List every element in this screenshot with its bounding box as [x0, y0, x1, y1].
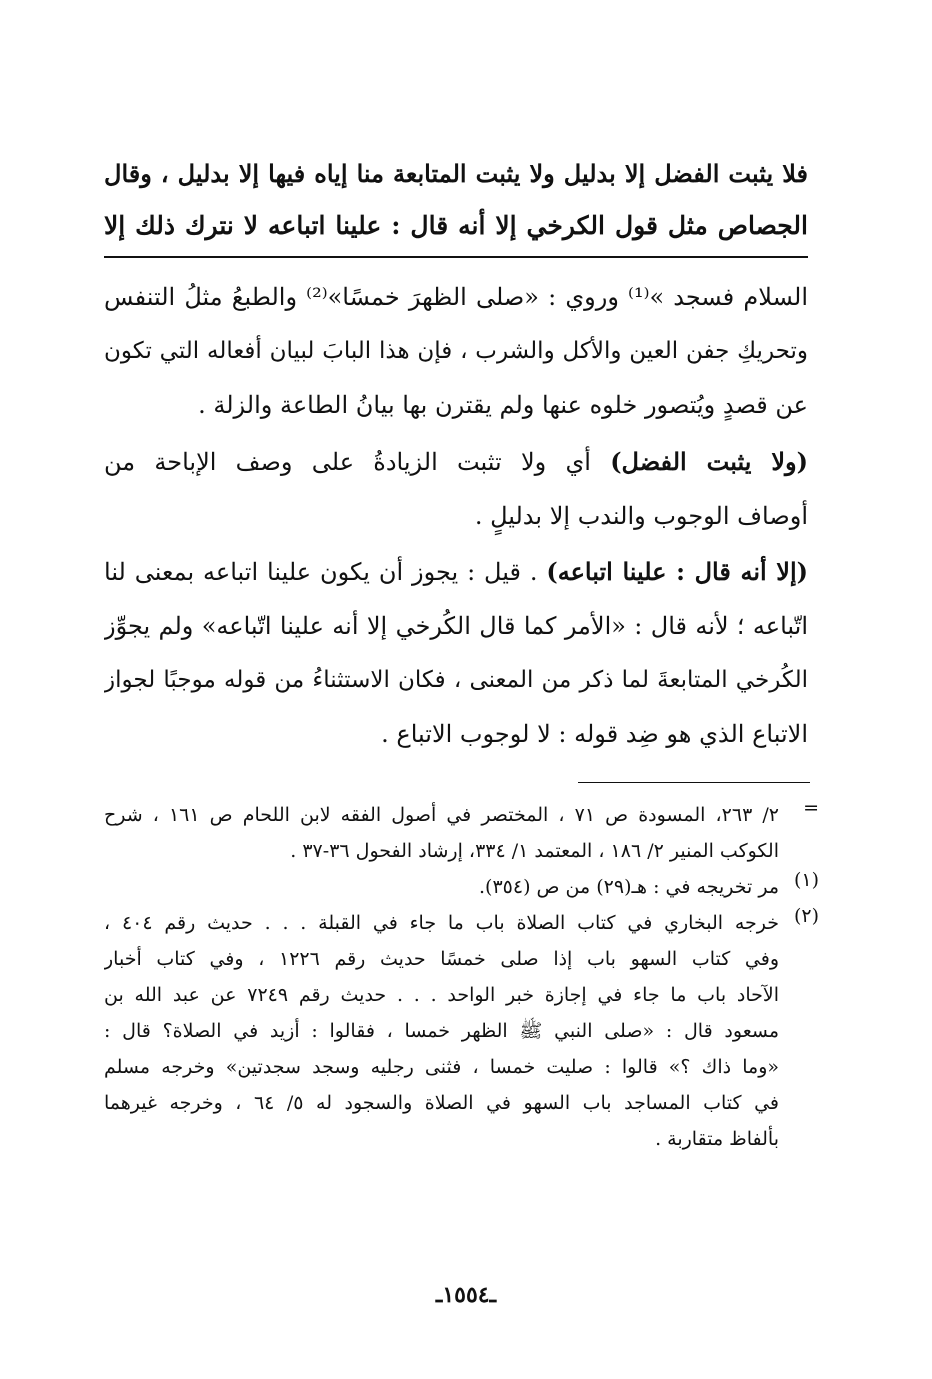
footnote-marker: (١) [793, 869, 819, 891]
commentary-line: الاتباع الذي هو ضِد قوله : لا لوجوب الاتباع . [381, 720, 808, 748]
commentary-line: أوصاف الوجوب والندب إلا بدليلٍ . [474, 502, 808, 530]
commentary-line [104, 435, 808, 489]
footnote-separator-rule [578, 782, 810, 783]
footnote-2 [104, 905, 819, 1157]
footnote-marker: (٢) [793, 905, 819, 927]
footnote-line: ٢/ ٢٦٣، المسودة ص ٧١ ، المختصر في أصول الفقه لابن اللحام ص ١٦١ ، شرح [104, 804, 779, 826]
page-number: ـ١٥٥٤ـ [435, 1282, 497, 1308]
commentary-line [104, 545, 808, 599]
footnote-line: في كتاب المساجد باب السهو في الصلاة والسجود له ٥/ ٦٤ ، وخرجه غيرهما [104, 1092, 779, 1114]
commentary-text: . قيل : يجوز أن يكون علينا اتباعه بمعنى لنا [104, 558, 547, 586]
footnote-line: بألفاظ متقاربة . [655, 1128, 779, 1150]
footnote-line: الآحاد باب ما جاء في إجازة خبر الواحد . . . حديث رقم ٧٢٤٩ عن عبد الله بن [104, 984, 779, 1006]
commentary-text: أي ولا تثبت الزيادةُ على وصف الإباحة من [104, 448, 611, 476]
footnote-line: خرجه البخاري في كتاب الصلاة باب ما جاء في القبلة . . . حديث رقم ٤٠٤ ، [104, 912, 779, 934]
quoted-matn-lead: (إلا أنه قال : علينا اتباعه) [546, 557, 808, 586]
matn-line: الجصاص مثل قول الكرخي إلا أنه قال : علينا اتباعه لا نترك ذلك إلا [104, 211, 808, 240]
footnote-continuation [104, 797, 819, 869]
footnote-line: وفي كتاب السهو باب إذا صلى خمسًا حديث رقم ١٢٢٦ ، وفي كتاب أخبار [104, 948, 779, 970]
matn-line: فلا يثبت الفضل إلا بدليل ولا يثبت المتابعة منا إياه فيها إلا بدليل ، وقال [104, 159, 808, 188]
footnote-line: الكوكب المنير ٢/ ١٨٦ ، المعتمد ١/ ٣٣٤، إرشاد الفحول ٣٦-٣٧ . [290, 840, 779, 862]
commentary-paragraph-3 [104, 545, 808, 761]
commentary-line: وتحريكِ جفن العين والأكل والشرب ، فإن هذا البابَ لبيان أفعاله التي تكون [104, 338, 808, 364]
footnote-line: مر تخريجه في : هـ(٢٩) من ص (٣٥٤). [479, 876, 779, 898]
commentary-line: اتّباعه ؛ لأنه قال : «الأمر كما قال الكُرخي إلا أنه علينا اتّباعه» ولم يجوِّز [104, 612, 808, 640]
commentary-line: عن قصدٍ ويُتصور خلوه عنها ولم يقترن بها بيانُ الطاعة والزلة . [198, 391, 808, 419]
commentary-line: الكُرخي المتابعةَ لما ذكر من المعنى ، فكان الاستثناءُ من قوله موجبًا لجواز [104, 667, 808, 693]
matn-text [104, 148, 808, 252]
commentary-paragraph-1 [104, 270, 808, 432]
footnote-line: «وما ذاك ؟» قالوا : صليت خمسا ، فثنى رجليه وسجد سجدتين» وخرجه مسلم [104, 1056, 779, 1078]
matn-separator-rule [104, 256, 808, 258]
footnote-1 [104, 869, 819, 905]
commentary-line: السلام فسجد »⁽¹⁾ وروي : «صلى الظهرَ خمسًا»⁽²⁾ والطبعُ مثلُ التنفس [104, 283, 808, 311]
commentary-paragraph-2 [104, 435, 808, 543]
quoted-matn-lead: (ولا يثبت الفضل) [610, 447, 808, 476]
footnote-line: مسعود قال : «صلى النبي ﷺ الظهر خمسا ، فقالوا : أزيد في الصلاة؟ قال : [104, 1020, 779, 1042]
footnote-marker: = [803, 797, 819, 819]
